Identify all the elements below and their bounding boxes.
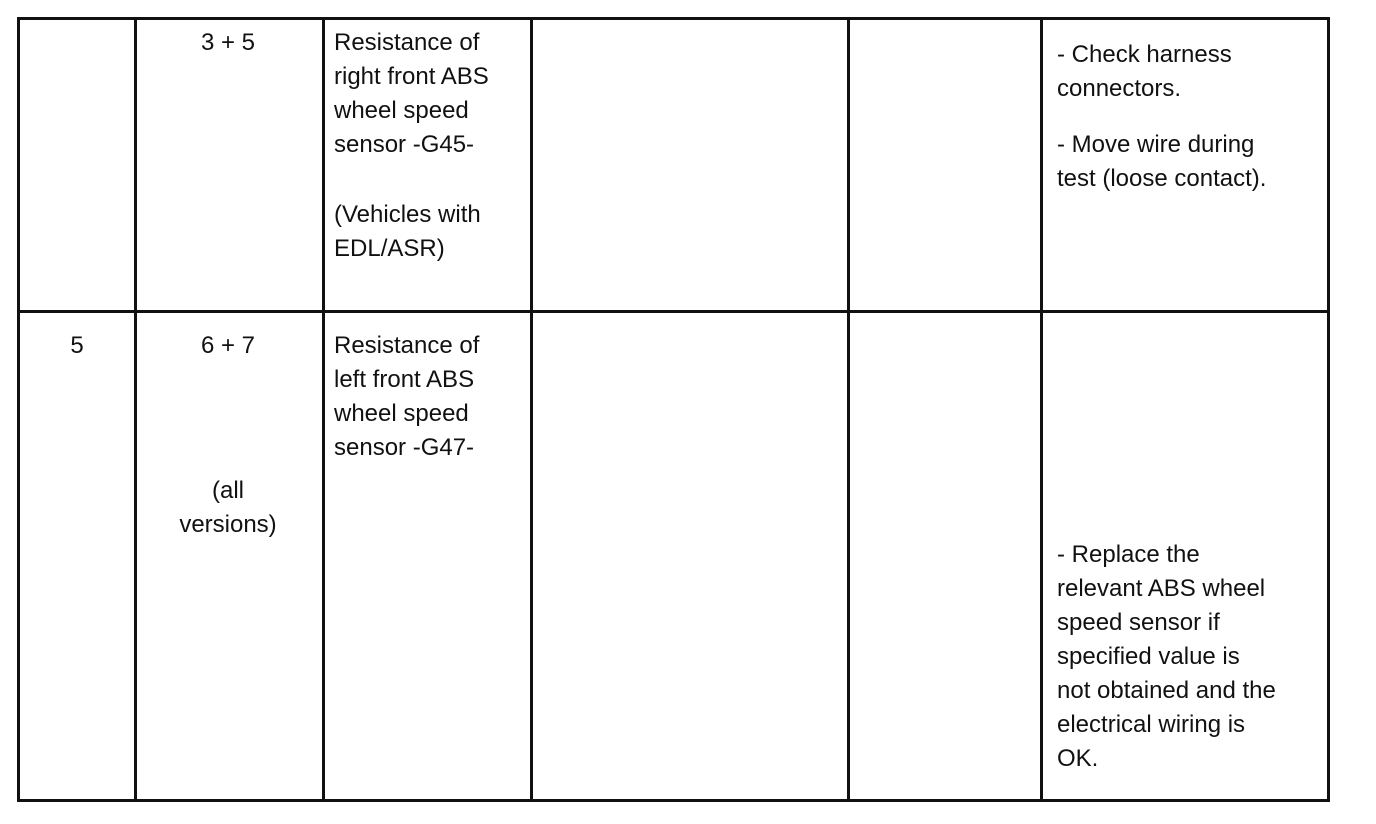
sockets-note: (all versions) — [179, 477, 277, 538]
wiring-test-table — [17, 17, 1330, 802]
sockets-cell: 3 + 5 — [200, 29, 256, 56]
test-condition-note: (Vehicles with EDL/ASR) — [334, 201, 481, 262]
test-condition-cell: Resistance of right front ABS wheel speed sensor -G45- — [334, 29, 489, 158]
remedy-cell: - Check harness connectors. — [1057, 41, 1232, 102]
sockets-cell: 6 + 7 — [200, 332, 256, 359]
remedy-cell: - Replace the relevant ABS wheel speed sensor if specified value is not obtained and the electrical wiring is OK. — [1057, 541, 1276, 772]
test-condition-cell: Resistance of left front ABS wheel speed sensor -G47- — [334, 332, 480, 461]
column-divider — [847, 20, 850, 799]
remedy-cell: - Move wire during test (loose contact). — [1057, 131, 1267, 192]
row-divider — [20, 310, 1327, 313]
column-divider — [530, 20, 533, 799]
test-step-number: 5 — [70, 332, 84, 359]
column-divider — [322, 20, 325, 799]
column-divider — [1040, 20, 1043, 799]
column-divider — [134, 20, 137, 799]
